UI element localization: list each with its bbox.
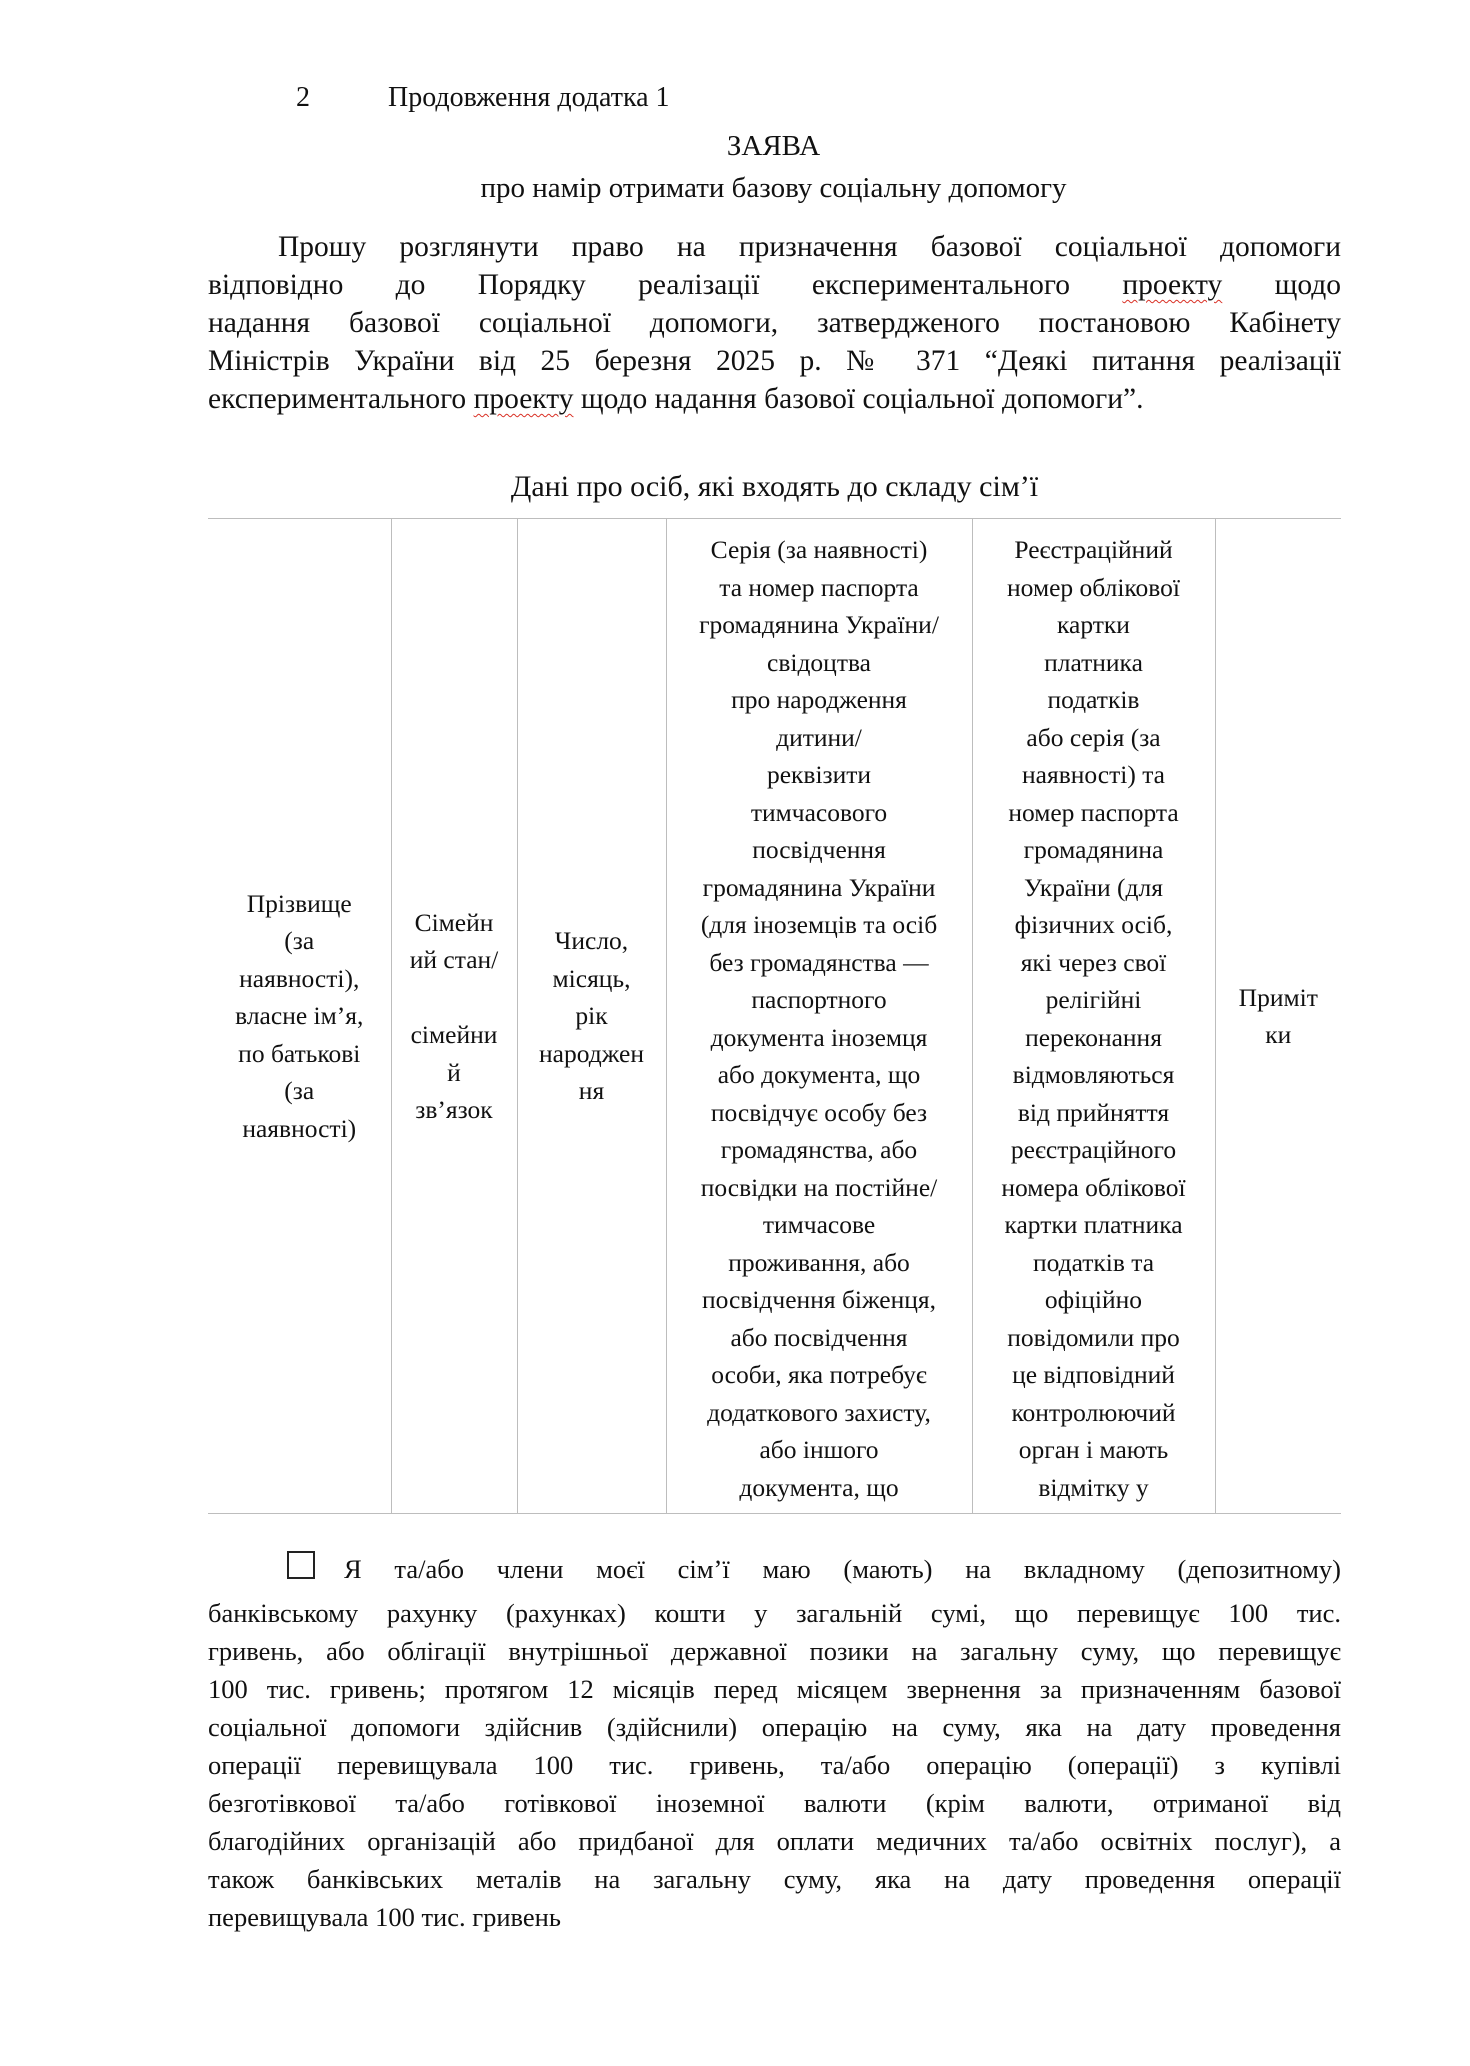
document-title: ЗАЯВА: [726, 130, 821, 162]
spellcheck-flagged-word[interactable]: проекту: [473, 383, 574, 415]
document-subtitle: про намір отримати базову соціальну допомогу: [480, 172, 1067, 204]
declaration-line: безготівкової та/або готівкової іноземної валюти (крім валюти, отриманої від: [208, 1788, 1341, 1818]
intro-line: Міністрів України від 25 березня 2025 р. № 371 “Деякі питання реалізації: [208, 345, 1341, 377]
declaration-line: соціальної допомоги здійснив (здійснили) операцію на суму, яка на дату проведення: [208, 1712, 1341, 1742]
page-number: 2: [296, 82, 310, 113]
intro-line: відповідно до Порядку реалізації експериментального проекту щодо: [208, 269, 1341, 301]
family-members-table: [208, 518, 1341, 1514]
declaration-line: Я та/або члени моєї сім’ї маю (мають) на вкладному (депозитному): [344, 1554, 1341, 1584]
table-header-row: [208, 519, 1341, 1514]
col-header-tax-number: Реєстраційний номер облікової картки платника податків або серія (за наявності) та номер паспорта громадянина України (для фізичних осіб, які через свої релігійні переконання відмовляються від прийняття реєстраційного номера облікової картки платника податків та офіційно повідомили про це відповідний контролюючий орган і мають відмітку у: [972, 519, 1215, 1514]
continuation-label: Продовження додатка 1: [388, 82, 670, 113]
col-header-family-status: Сімейн ий стан/ сімейни й зв’язок: [391, 519, 517, 1514]
declaration-line: операції перевищувала 100 тис. гривень, та/або операцію (операції) з купівлі: [208, 1750, 1341, 1780]
col-header-birth-date: Число, місяць, рік народжен ня: [517, 519, 666, 1514]
col-header-name: Прізвище (за наявності), власне ім’я, по батькові (за наявності): [208, 519, 391, 1514]
declaration-line: перевищувала 100 тис. гривень: [208, 1902, 561, 1932]
declaration-line: також банківських металів на загальну суму, яка на дату проведення операції: [208, 1864, 1341, 1894]
table-caption: Дані про осіб, які входять до складу сім’ї: [510, 470, 1039, 503]
intro-paragraph: [208, 228, 1341, 418]
declaration-line: 100 тис. гривень; протягом 12 місяців перед місяцем звернення за призначенням базової: [208, 1674, 1341, 1704]
declaration-line: банківському рахунку (рахунках) кошти у загальній сумі, що перевищує 100 тис.: [208, 1598, 1341, 1628]
col-header-passport: Серія (за наявності) та номер паспорта громадянина України/ свідоцтва про народження дитини/ реквізити тимчасового посвідчення громадянина України (для іноземців та осіб без громадянства — паспортного документа іноземця або документа, що посвідчує особу без громадянства, або посвідки на постійне/ тимчасове проживання, або посвідчення біженця, або посвідчення особи, яка потребує додаткового захисту, або іншого документа, що: [666, 519, 972, 1514]
intro-line: Прошу розглянути право на призначення базової соціальної допомоги: [278, 231, 1341, 263]
intro-line: експериментального проекту щодо надання базової соціальної допомоги”.: [208, 383, 1144, 415]
page-header: [296, 82, 670, 114]
declaration-paragraph: [208, 1550, 1341, 1936]
declaration-line: благодійних організацій або придбаної для оплати медичних та/або освітніх послуг), а: [208, 1826, 1341, 1856]
intro-line: надання базової соціальної допомоги, затвердженого постановою Кабінету: [208, 307, 1341, 339]
declaration-line: гривень, або облігації внутрішньої державної позики на загальну суму, що перевищує: [208, 1636, 1341, 1666]
spellcheck-flagged-word[interactable]: проекту: [1122, 269, 1223, 301]
col-header-notes: Приміт ки: [1215, 519, 1341, 1514]
